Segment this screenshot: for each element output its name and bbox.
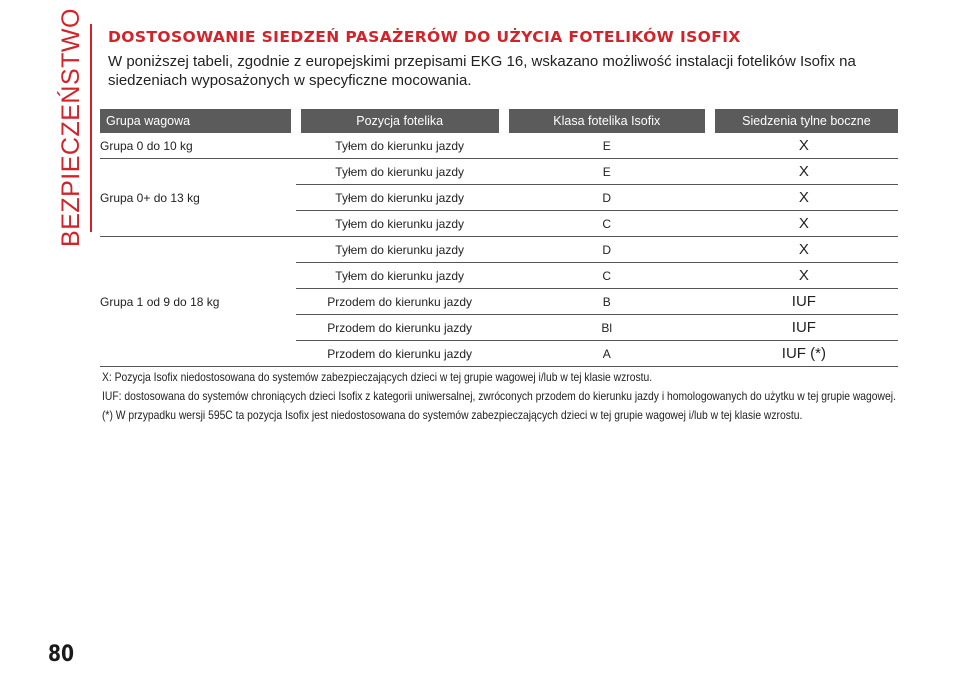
seat-cell: X [710, 237, 898, 263]
position-cell: Przodem do kierunku jazdy [296, 289, 504, 315]
class-cell: D [504, 237, 710, 263]
seat-cell: X [710, 263, 898, 289]
footnote-x: X: Pozycja Isofix niedostosowana do systemów zabezpieczających dzieci w tej grupie wagowej i/lub w tej klasie wzrostu. [102, 370, 653, 384]
section-side-title-text: BEZPIECZEŃSTWO [56, 7, 85, 247]
position-cell: Tyłem do kierunku jazdy [296, 159, 504, 185]
col-header-weight-group: Grupa wagowa [100, 109, 296, 133]
seat-cell: X [710, 159, 898, 185]
footnote-595c: (*) W przypadku wersji 595C ta pozycja Isofix jest niedostosowana do systemów zabezpieczających dzieci w tej grupie wagowej i/lub w tej klasie wzrostu. [102, 408, 803, 422]
table-row [100, 237, 898, 263]
position-cell: Tyłem do kierunku jazdy [296, 185, 504, 211]
position-cell: Przodem do kierunku jazdy [296, 315, 504, 341]
main-content [108, 28, 898, 90]
seat-cell: IUF [710, 289, 898, 315]
class-cell: E [504, 133, 710, 159]
section-side-rule [90, 24, 92, 232]
seat-cell: IUF (*) [710, 341, 898, 367]
seat-cell: X [710, 211, 898, 237]
class-cell: C [504, 211, 710, 237]
seat-cell: X [710, 185, 898, 211]
position-cell: Tyłem do kierunku jazdy [296, 263, 504, 289]
section-side-title [54, 7, 88, 247]
seat-cell: X [710, 133, 898, 159]
position-cell: Tyłem do kierunku jazdy [296, 211, 504, 237]
position-cell: Przodem do kierunku jazdy [296, 341, 504, 367]
class-cell: Bl [504, 315, 710, 341]
isofix-table [100, 109, 898, 367]
col-header-rear-side-seats: Siedzenia tylne boczne [710, 109, 898, 133]
seat-cell: IUF [710, 315, 898, 341]
table-header-row [100, 109, 898, 133]
table-row [100, 159, 898, 185]
class-cell: A [504, 341, 710, 367]
weight-group-cell: Grupa 1 od 9 do 18 kg [100, 237, 296, 367]
weight-group-cell: Grupa 0+ do 13 kg [100, 159, 296, 237]
table-row [100, 133, 898, 159]
weight-group-cell: Grupa 0 do 10 kg [100, 133, 296, 159]
position-cell: Tyłem do kierunku jazdy [296, 237, 504, 263]
footnote-iuf: IUF: dostosowana do systemów chroniących dzieci Isofix z kategorii uniwersalnej, zwróconych przodem do kierunku jazdy i homologowanych do użytku w tej grupie wagowej. [102, 389, 896, 403]
class-cell: D [504, 185, 710, 211]
class-cell: C [504, 263, 710, 289]
page-heading: DOSTOSOWANIE SIEDZEŃ PASAŻERÓW DO UŻYCIA FOTELIKÓW ISOFIX [108, 28, 741, 46]
intro-paragraph: W poniższej tabeli, zgodnie z europejskimi przepisami EKG 16, wskazano możliwość instalacji fotelików Isofix na siedzeniach wyposażonych w specyficzne mocowania. [108, 53, 856, 89]
col-header-isofix-class: Klasa fotelika Isofix [504, 109, 710, 133]
col-header-seat-position: Pozycja fotelika [296, 109, 504, 133]
class-cell: E [504, 159, 710, 185]
position-cell: Tyłem do kierunku jazdy [296, 133, 504, 159]
table-footnotes [102, 370, 902, 427]
page-number: 80 [48, 642, 75, 667]
class-cell: B [504, 289, 710, 315]
